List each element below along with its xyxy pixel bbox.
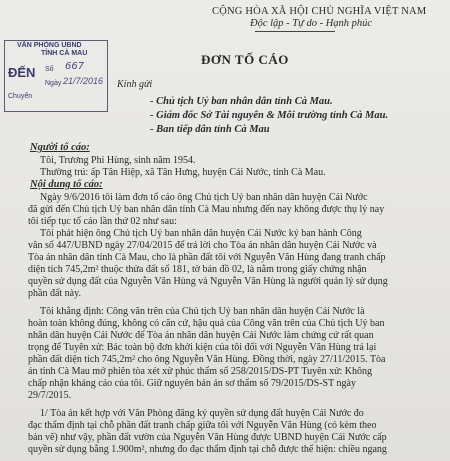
stamp-chuyen-label: Chuyển [8,93,33,100]
body-line: Tôi khẳng định: Công văn trên của Chủ tịch Uỷ ban nhân dân huyện Cái Nước là [40,306,365,317]
body-line: Ngày 9/6/2016 tôi làm đơn tố cáo ông Chủ tịch Uỷ ban nhân dân huyện Cái Nước [40,192,368,203]
stamp-ngay-value: 21/7/2016 [63,76,104,86]
stamp-den-label: ĐẾN [8,65,36,80]
recipient-item: - Chủ tịch Uỷ ban nhân dân tỉnh Cà Mau. [150,96,333,107]
document-title: ĐƠN TỐ CÁO [201,52,289,67]
body-line: đạc thẩm định tại chỗ phần đất tranh chấp giữa tôi với Nguyễn Văn Hùng (có kèm theo [28,420,377,431]
body-line: trọng để Tuyên xử: Bác toàn bộ đơn khởi kiện của tôi đối với Nguyễn Văn Hùng trả lại [28,342,377,353]
body-line: án tỉnh Cà Mau mở phiên tòa xét xử phúc thẩm số 258/2015/DS-PT Tuyên xử: Không [28,366,372,377]
body-line: chấp nhận kháng cáo của tôi. Giữ nguyên bản án sơ thẩm số 79/2015/DS-ST ngày [28,378,356,389]
body-line: Tôi phát hiện ông Chủ tịch Uỷ ban nhân dân huyện Cái Nước ký ban hành Công [40,228,362,239]
complainant-name: Tôi, Trương Phi Hùng, sinh năm 1954. [40,155,196,166]
motto-underline [255,31,335,32]
received-stamp [4,40,108,112]
body-line: đã gửi đến Chủ tịch Uỷ ban nhân dân tỉnh Cà Mau nhưng đến nay không được thụ lý nay [28,204,385,215]
body-line: hoàn toàn không đúng, không có căn cứ, hậu quả của Công văn trên của Chủ tịch Uỷ ban [28,318,385,329]
stamp-ngay-label: Ngày [45,80,62,87]
body-line: bản vẽ) như vậy, phần đất vườn của Nguyễn Văn Hùng được UBND huyện Cái Nước cấp [28,432,387,443]
body-line: phần đất này. [28,288,81,299]
recipient-item: - Giám đốc Sở Tài nguyên & Môi trường tỉnh Cà Mau. [150,110,389,121]
body-line: quyền sử dụng bằng 1.900m², nhưng đo đạc thẩm định tại chỗ được thể hiện: chiều ngang [28,444,387,455]
noi-dung-label: Nội dung tố cáo: [30,179,103,190]
stamp-so-value: 667 [65,61,85,72]
body-line: 1/ Tòa án kết hợp với Văn Phòng đăng ký quyền sử dụng đất huyện Cái Nước đo [40,408,364,419]
stamp-org-line1: VĂN PHÒNG UBND [17,42,82,49]
body-line: văn số 447/UBND ngày 27/04/2015 để trả lời cho Tòa án nhân dân huyện Cái Nước và [28,240,377,251]
motto-header: Độc lập - Tự do - Hạnh phúc [250,18,373,29]
kinh-gui-label: Kính gửi [117,79,153,90]
complainant-address: Thường trú: ấp Tân Hiệp, xã Tân Hưng, huyện Cái Nước, tỉnh Cà Mau. [40,167,326,178]
stamp-org-line2: TỈNH CÀ MAU [41,50,88,57]
body-line: nhân dân huyện Cái Nước để Tòa án nhân dân huyện Cái Nước làm chứng cứ rất quan [28,330,374,341]
recipient-item: - Ban tiếp dân tỉnh Cà Mau [150,124,270,135]
body-line: phần đất diện tích 745,2m² cho ông Nguyễn Văn Hùng. Đồng thời, ngày 27/11/2015. Tòa [28,354,386,365]
stamp-so-label: Số [45,66,54,73]
nguoi-to-cao-label: Người tố cáo: [30,142,90,153]
body-line: Tòa án nhân dân tỉnh Cà Mau, cho là phần đất tôi với Nguyễn Văn Hùng đang tranh chấp [28,252,386,263]
republic-header: CỘNG HÒA XÃ HỘI CHỦ NGHĨA VIỆT NAM [212,6,427,17]
body-line: diện tích 745,2m² thuộc thửa đất số 181, tờ bản đồ 02, là nằm trong giấy chứng nhận [28,264,367,275]
body-line: tôi tiếp tục tố cáo lần thứ 02 như sau: [28,216,177,227]
body-line: 29/7/2015. [28,390,72,401]
body-line: quyền sử dụng đất của Nguyễn Văn Hùng và Nguyễn Văn Hùng là người quản lý sử dụng [28,276,388,287]
